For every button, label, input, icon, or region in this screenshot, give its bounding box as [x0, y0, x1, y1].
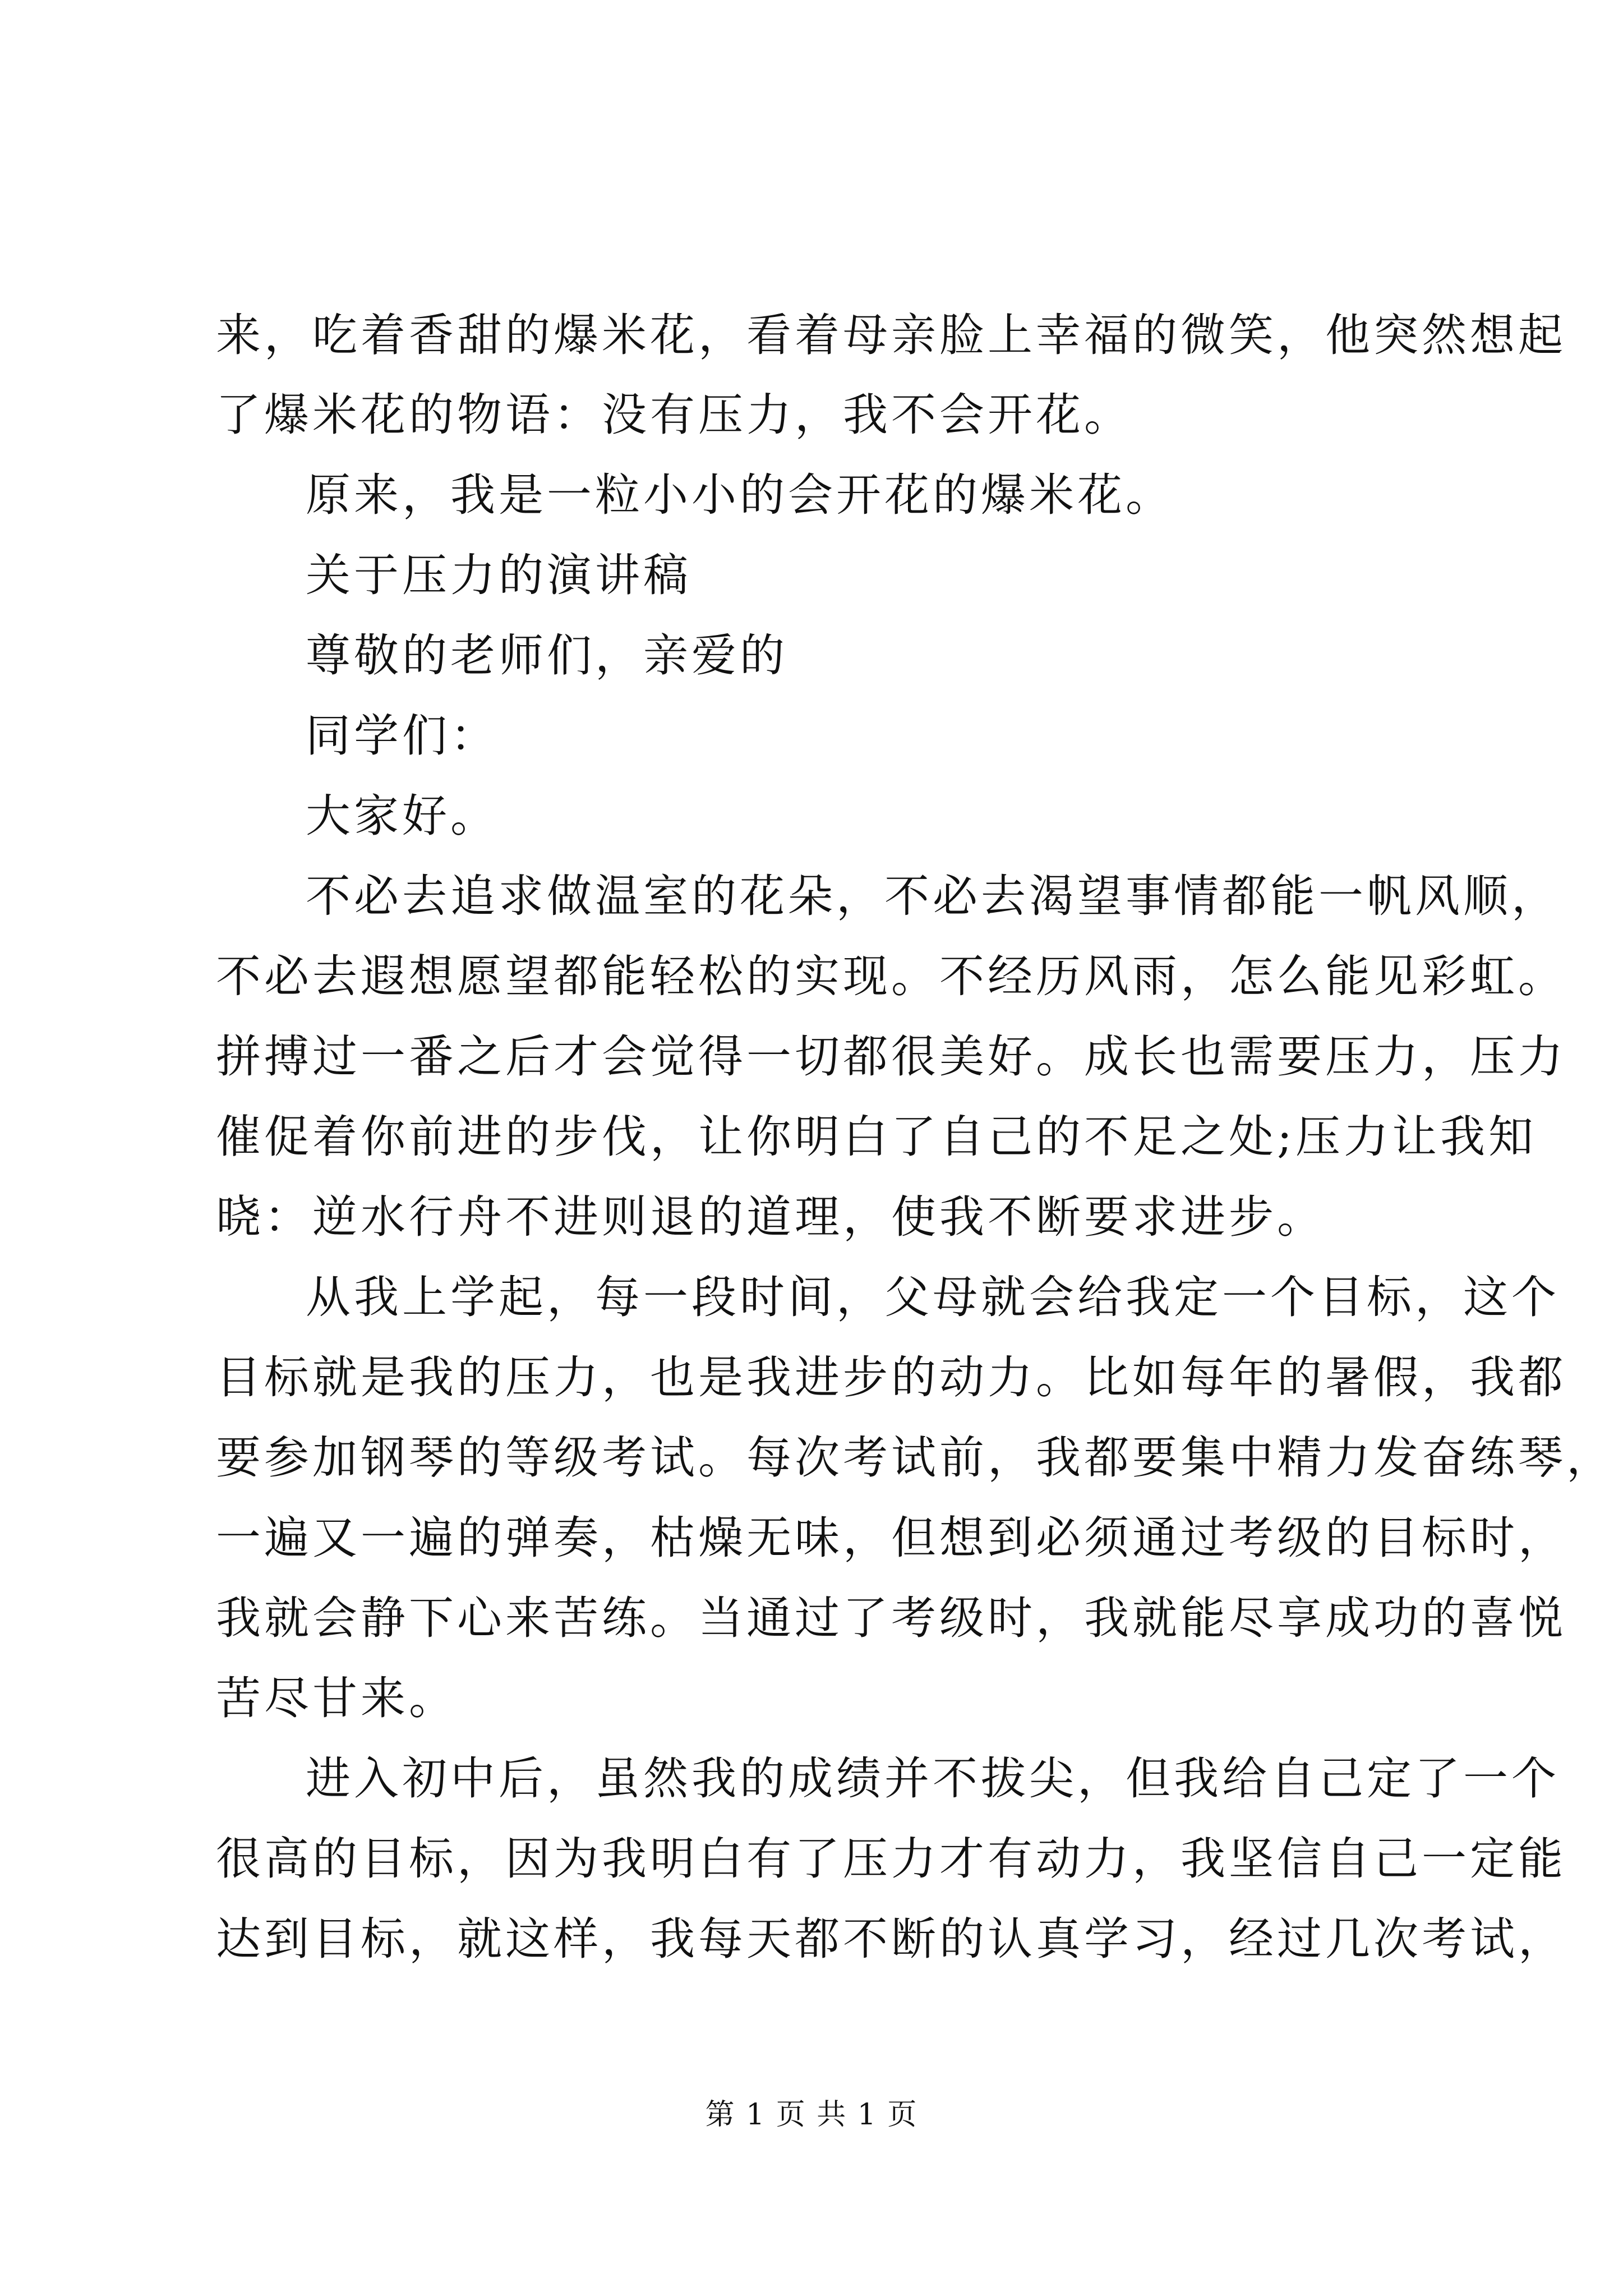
text-line: 苦尽甘来。 [216, 1672, 457, 1724]
text-line: 达到目标，就这样，我每天都不断的认真学习，经过几次考试， [216, 1913, 1566, 1965]
salutation-line: 尊敬的老师们，亲爱的 [306, 629, 788, 682]
text-line: 不必去遐想愿望都能轻松的实现。不经历风雨，怎么能见彩虹。 [216, 950, 1566, 1002]
text-line: 原来，我是一粒小小的会开花的爆米花。 [306, 469, 1174, 521]
text-line: 从我上学起，每一段时间，父母就会给我定一个目标，这个 [306, 1271, 1560, 1323]
text-line: 一遍又一遍的弹奏，枯燥无味，但想到必须通过考级的目标时， [216, 1512, 1566, 1564]
text-line: 很高的目标，因为我明白有了压力才有动力，我坚信自己一定能 [216, 1833, 1566, 1885]
text-line: 催促着你前进的步伐，让你明白了自己的不足之处;压力让我知 [216, 1111, 1537, 1163]
text-line: 目标就是我的压力，也是我进步的动力。比如每年的暑假，我都 [216, 1351, 1566, 1404]
text-line: 进入初中后，虽然我的成绩并不拔尖，但我给自己定了一个 [306, 1752, 1560, 1805]
text-line: 拼搏过一番之后才会觉得一切都很美好。成长也需要压力，压力 [216, 1030, 1566, 1083]
text-line: 来，吃着香甜的爆米花，看着母亲脸上幸福的微笑，他突然想起 [216, 309, 1566, 361]
text-line: 了爆米花的物语：没有压力，我不会开花。 [216, 389, 1132, 441]
text-line: 晓：逆水行舟不进则退的道理，使我不断要求进步。 [216, 1191, 1325, 1243]
salutation-line: 同学们： [306, 710, 499, 762]
text-line: 要参加钢琴的等级考试。每次考试前，我都要集中精力发奋练琴， [216, 1432, 1615, 1484]
speech-title: 关于压力的演讲稿 [306, 549, 691, 601]
text-line: 我就会静下心来苦练。当通过了考级时，我就能尽享成功的喜悦 [216, 1592, 1566, 1644]
greeting-line: 大家好。 [306, 790, 499, 842]
text-line: 不必去追求做温室的花朵，不必去渴望事情都能一帆风顺， [306, 870, 1560, 922]
page-number-footer: 第 1 页 共 1 页 [705, 2098, 918, 2132]
